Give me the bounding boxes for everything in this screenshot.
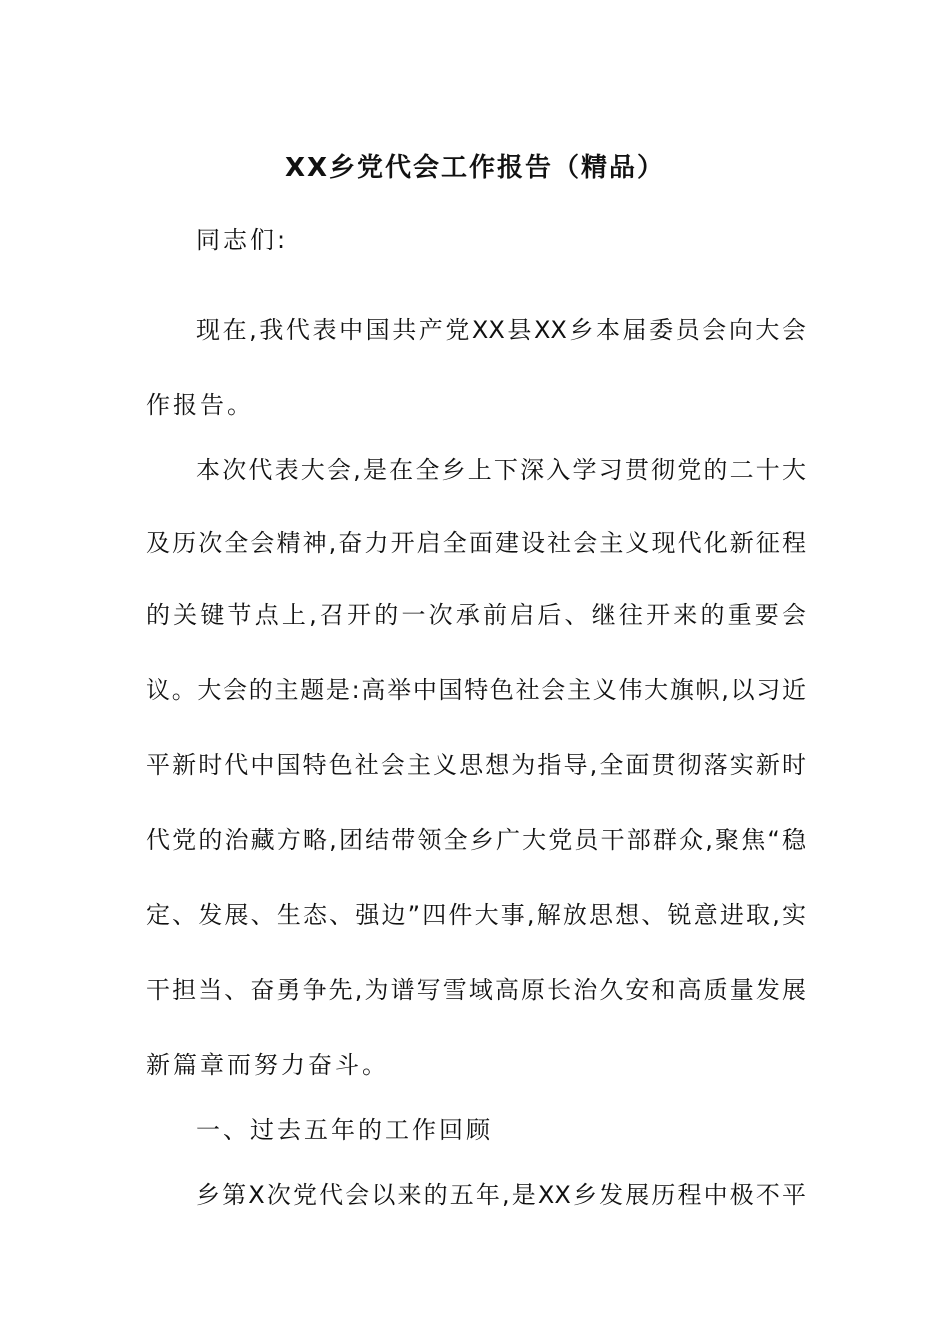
paragraph-line: 的关键节点上,召开的一次承前启后、继往开来的重要会: [146, 601, 806, 629]
paragraph-line: 及历次全会精神,奋力开启全面建设社会主义现代化新征程: [146, 529, 806, 557]
paragraph-line: 干担当、奋勇争先,为谱写雪域高原长治久安和高质量发展: [146, 976, 806, 1004]
paragraph-line: 本次代表大会,是在全乡上下深入学习贯彻党的二十大: [196, 456, 806, 484]
paragraph-line: 作报告。: [146, 391, 254, 419]
paragraph-line: 同志们:: [196, 226, 289, 254]
paragraph-line: 新篇章而努力奋斗。: [146, 1051, 389, 1079]
paragraph-line: 代党的治藏方略,团结带领全乡广大党员干部群众,聚焦“稳: [146, 826, 806, 854]
paragraph-line: 议。大会的主题是:高举中国特色社会主义伟大旗帜,以习近: [146, 676, 806, 704]
document-title: XX乡党代会工作报告（精品）: [284, 153, 666, 183]
paragraph-line: 现在,我代表中国共产党XX县XX乡本届委员会向大会: [196, 316, 806, 344]
paragraph-line: 平新时代中国特色社会主义思想为指导,全面贯彻落实新时: [146, 751, 806, 779]
paragraph-line: 一、过去五年的工作回顾: [196, 1116, 493, 1144]
paragraph-line: 乡第X次党代会以来的五年,是XX乡发展历程中极不平: [196, 1181, 806, 1209]
paragraph-line: 定、发展、生态、强边”四件大事,解放思想、锐意进取,实: [146, 901, 806, 929]
